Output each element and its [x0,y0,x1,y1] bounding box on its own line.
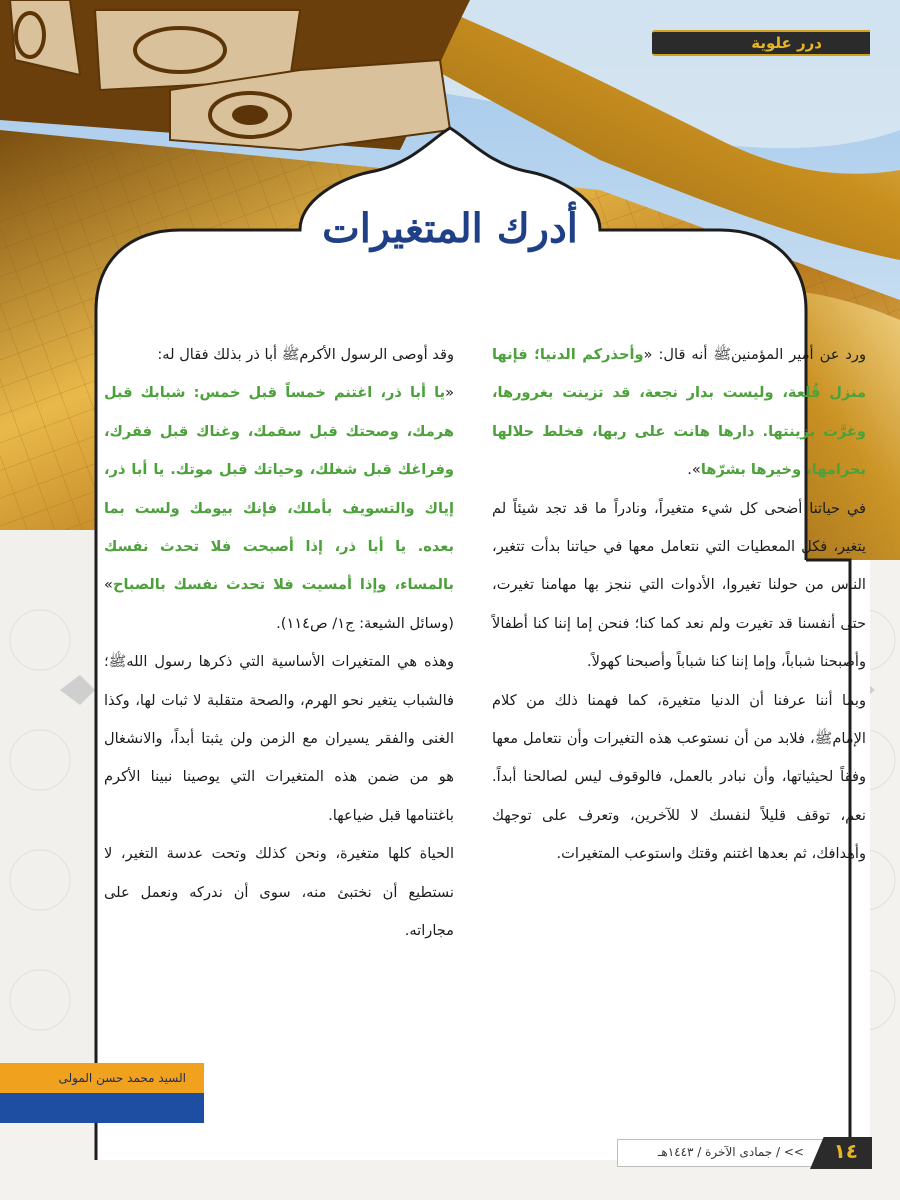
paragraph [492,490,866,682]
body-text: في حياتنا أضحى كل شيء متغيراً، ونادراً ما قد تجد شيئاً لم يتغير، فكل المعطيات التي نتعامل معها في حياتنا بدأت تتغير، الناس من حولنا تغيروا، الأدوات التي ننجز بها مهامنا تغيرت، حتى أنفسنا قد تغيرت ولم نعد كما كنا؛ فنحن إما إننا كنا أطفالاً وأصبحنا شباباً، وإما إننا كنا شباباً وأصبحنا كهولاً. [492,499,866,671]
body-text: « [445,384,454,402]
body-text: ورد عن أمير المؤمنين [731,346,866,363]
author-name: السيد محمد حسن المولى [58,1071,186,1085]
body-text: الحياة كلها متغيرة، ونحن كذلك وتحت عدسة التغير، لا نستطيع أن نختبئ منه، سوى أن ندركه ونعمل على مجاراته. [104,845,454,940]
page-footer [617,1137,872,1169]
body-text: أنه قال: « [643,346,714,363]
body-text: أبا ذر بذلك فقال له: [157,346,282,363]
body-text: ، فلابد من أن نستوعب هذه التغيرات وأن نتعامل معها وفقاً لحيثياتها، وأن نبادر بالعمل، فالوقوف ليس لصالحنا أبداً. نعم، توقف قليلاً لنفسك لا للآخرين، وتعرف على توجهك وأهدافك، ثم بعدها اغتنم وقتك واستوعب المتغيرات. [492,730,866,863]
paragraph [104,835,454,950]
paragraph [104,374,454,643]
body-text: ﷺ [281,346,300,363]
author-block [0,1063,204,1123]
article-column-right [492,336,866,874]
page-number: ١٤ [833,1139,858,1163]
paragraph [492,336,866,490]
quote-text: وأحذركم الدنيا؛ فإنها منزل قُلعة، وليست بدار نجعة، قد تزينت بغرورها، وغرَّت بزينتها. دارها هانت على ربها، فخلط حلالها بحرامها، وخيرها بشرّها [492,346,866,479]
paragraph [492,682,866,874]
author-accent-bar [0,1093,204,1123]
issue-date: >> / جمادى الآخرة / ١٤٤٣هـ [657,1145,804,1159]
quote-text: يا أبا ذر، اغتنم خمساً قبل خمس: شبابك قبل هرمك، وصحتك قبل سقمك، وغناك قبل فقرك، وفراغك قبل شغلك، وحياتك قبل موتك. يا أبا ذر، إياك والتسويف بأملك، فإنك بيومك ولست بما بعده. يا أبا ذر، إذا أصبحت فلا تحدث نفسك بالمساء، وإذا أمسيت فلا تحدث نفسك بالصباح [104,384,454,594]
body-text: ﷺ [108,653,127,671]
article-column-left [104,336,454,951]
body-text: وبما أننا عرفنا أن الدنيا متغيرة، كما فهمنا ذلك من كلام الإمام [492,691,866,748]
body-text: ». [687,461,701,479]
body-text: » (وسائل الشيعة: ج١/ ص١١٤). [104,576,454,632]
paragraph [104,643,454,835]
paragraph [104,336,454,374]
body-text: ﷺ [814,730,833,748]
body-text: وقد أوصى الرسول الأكرم [299,346,454,363]
section-label [652,30,870,56]
body-text: ﷺ [713,346,732,363]
section-label-text: درر علوية [751,34,822,52]
body-text: وهذه هي المتغيرات الأساسية التي ذكرها رسول الله [126,653,454,671]
author-band [0,1063,204,1093]
body-text: ؛ فالشباب يتغير نحو الهرم، والصحة متقلبة لا ثبات لها، وكذا الغنى والفقر يسيران مع الزمن ولن يثبتا أبداً، والانشغال هو من ضمن هذه المتغيرات التي يوصينا نبينا الأكرم باغتنامها قبل ضياعها. [104,653,454,824]
article-title: أدرك المتغيرات [322,205,578,252]
